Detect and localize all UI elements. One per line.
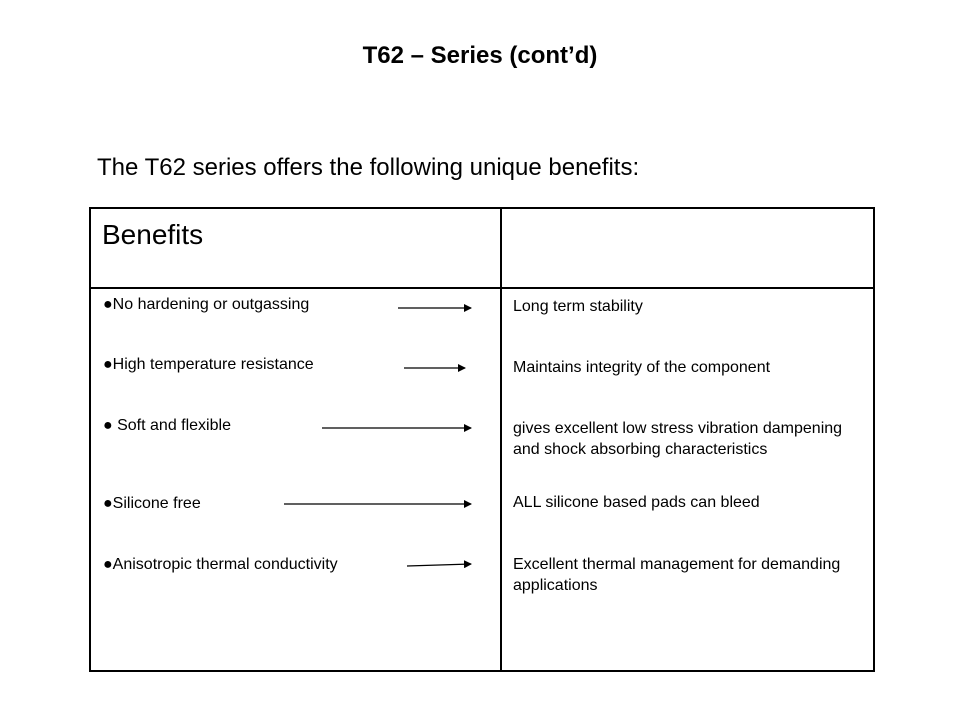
arrow-5 <box>407 564 471 566</box>
arrows-layer <box>89 207 875 672</box>
intro-text: The T62 series offers the following unique benefits: <box>97 154 640 181</box>
benefit-high-temperature: ●High temperature resistance <box>103 356 314 373</box>
table-header: Benefits <box>102 219 204 250</box>
benefit-anisotropic: ●Anisotropic thermal conductivity <box>103 556 338 573</box>
benefits-table <box>89 207 875 672</box>
result-integrity: Maintains integrity of the component <box>513 359 771 376</box>
result-long-term-stability: Long term stability <box>513 298 643 315</box>
benefit-soft-flexible: ● Soft and flexible <box>103 417 231 434</box>
slide-title: T62 – Series (cont’d) <box>362 42 598 69</box>
benefit-no-hardening: ●No hardening or outgassing <box>103 296 310 313</box>
result-thermal-management: Excellent thermal management for demanding applications <box>513 556 841 594</box>
benefit-silicone-free: ●Silicone free <box>103 495 201 512</box>
result-vibration-dampening: gives excellent low stress vibration dampening and shock absorbing characteristics <box>513 420 843 458</box>
result-silicone-bleed: ALL silicone based pads can bleed <box>513 494 760 511</box>
